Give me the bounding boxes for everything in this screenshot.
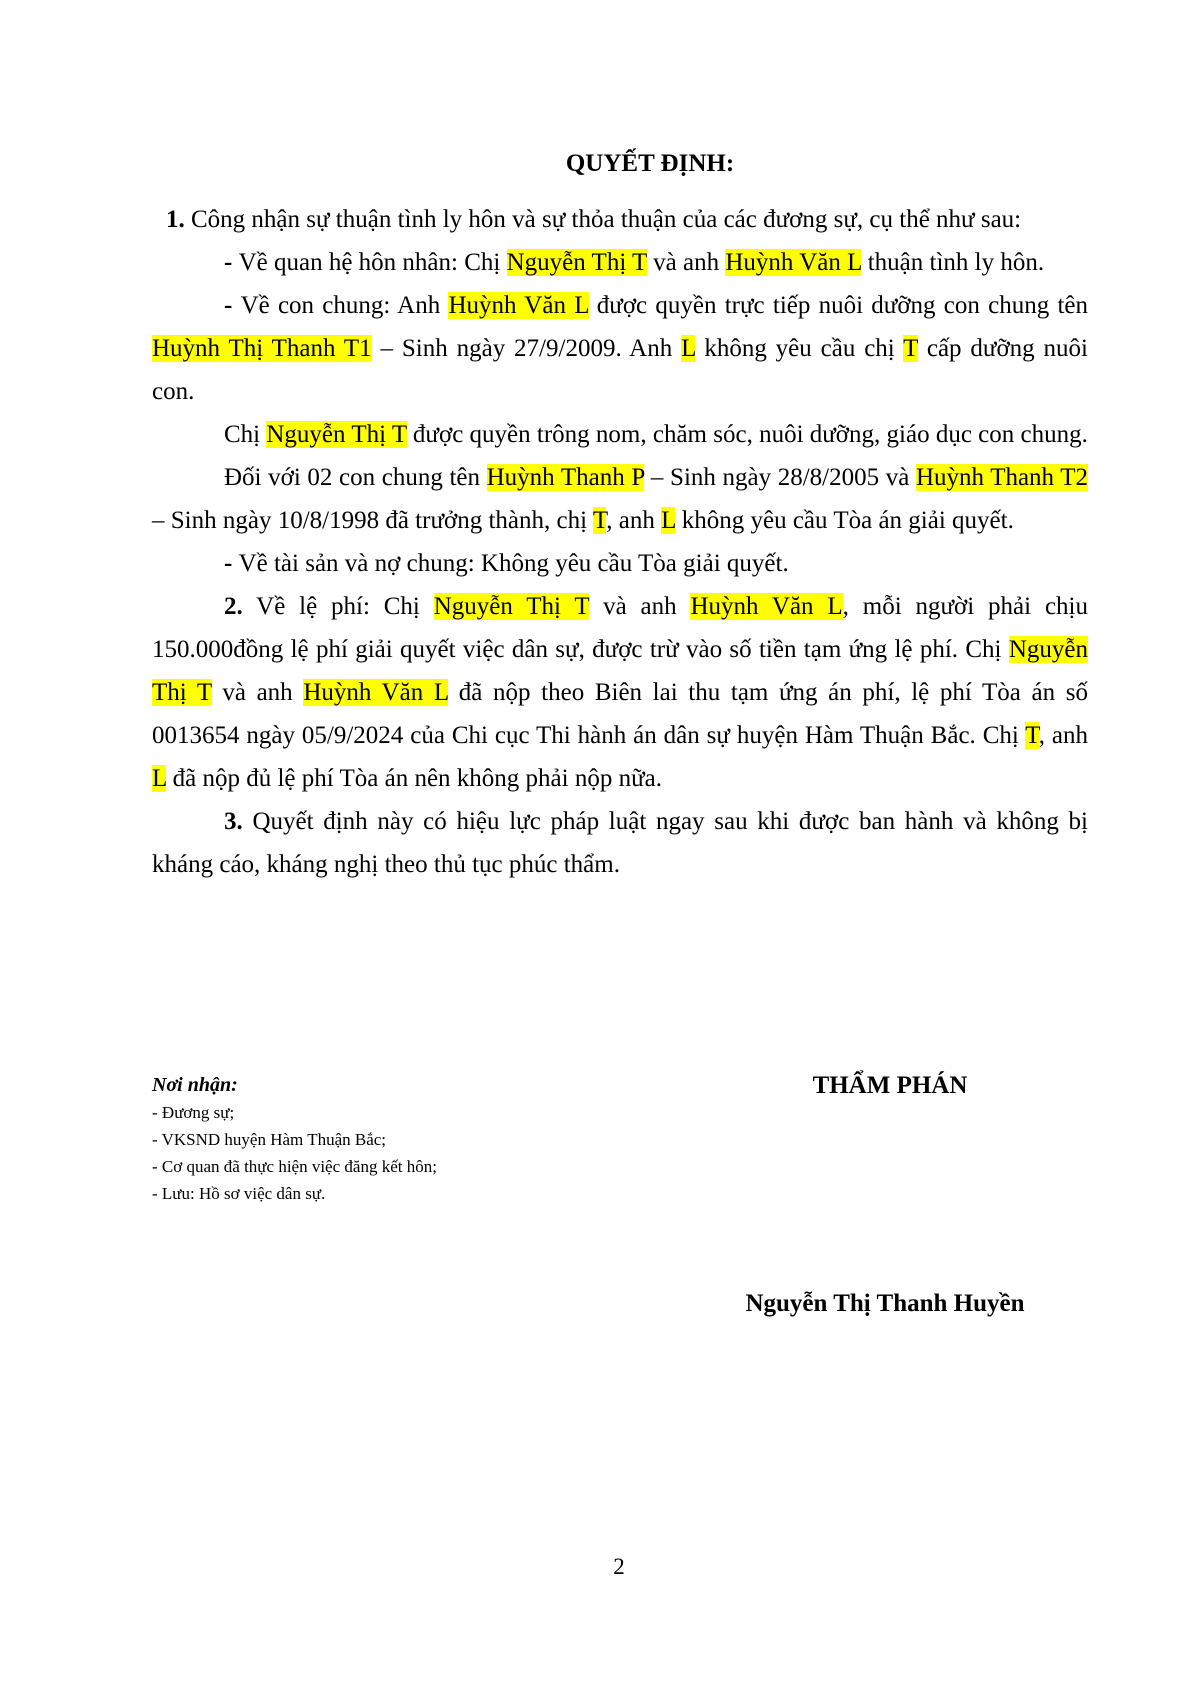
highlighted-name: Nguyễn Thị T xyxy=(433,593,590,620)
highlighted-name: Huỳnh Văn L xyxy=(448,292,589,319)
recipients-heading: Nơi nhận: xyxy=(152,1074,238,1096)
highlighted-name: L xyxy=(661,507,676,534)
clause-2-fees: 2. Về lệ phí: Chị Nguyễn Thị T và anh Huỳnh Văn L, mỗi người phải chịu 150.000đồng lệ phí giải quyết việc dân sự, được trừ vào số tiền tạm ứng lệ phí. Chị Nguyễn Thị T và anh Huỳnh Văn L đã nộp theo Biên lai thu tạm ứng án phí, lệ phí Tòa án số 0013654 ngày 05/9/2024 của Chi cục Thi hành án dân sự huyện Hàm Thuận Bắc. Chị T, anh L đã nộp đủ lệ phí Tòa án nên không phải nộp nữa. xyxy=(152,593,1088,792)
highlighted-name: Huỳnh Thanh P xyxy=(486,464,645,491)
adult-children: Đối với 02 con chung tên Huỳnh Thanh P – Sinh ngày 28/8/2005 và Huỳnh Thanh T2 – Sinh ngày 10/8/1998 đã trưởng thành, chị T, anh L không yêu cầu Tòa án giải quyết. xyxy=(152,464,1088,534)
child-custody: - Về con chung: Anh Huỳnh Văn L được quyền trực tiếp nuôi dưỡng con chung tên Huỳnh Thị Thanh T1 – Sinh ngày 27/9/2009. Anh L không yêu cầu chị T cấp dưỡng nuôi con. xyxy=(152,292,1088,405)
clause-number: 3. xyxy=(224,808,243,835)
recipient-item: - Cơ quan đã thực hiện việc đăng kết hôn; xyxy=(152,1157,437,1176)
visitation-rights: Chị Nguyễn Thị T được quyền trông nom, chăm sóc, nuôi dưỡng, giáo dục con chung. xyxy=(224,421,1088,448)
highlighted-name: Nguyễn Thị T xyxy=(506,249,647,276)
recipient-item: - Lưu: Hồ sơ việc dân sự. xyxy=(152,1184,326,1203)
page-number: 2 xyxy=(613,1554,625,1579)
judge-title: THẨM PHÁN xyxy=(812,1072,968,1099)
decision-body xyxy=(152,198,1088,886)
highlighted-name: Huỳnh Văn L xyxy=(725,249,862,276)
highlighted-name: Huỳnh Thị Thanh T1 xyxy=(152,335,372,362)
highlighted-name: Nguyễn Thị T xyxy=(152,636,1088,706)
highlighted-name: Huỳnh Văn L xyxy=(690,593,843,620)
clause-number: 2. xyxy=(224,593,243,620)
highlighted-name: Nguyễn Thị T xyxy=(266,421,407,448)
highlighted-name: T xyxy=(1025,722,1039,749)
property-debts: - Về tài sản và nợ chung: Không yêu cầu Tòa giải quyết. xyxy=(224,550,789,577)
recipient-item: - Đương sự; xyxy=(152,1103,235,1122)
decision-title: QUYẾT ĐỊNH: xyxy=(565,150,735,177)
highlighted-name: T xyxy=(592,507,607,534)
highlighted-name: L xyxy=(681,335,696,362)
recipient-item: - VKSND huyện Hàm Thuận Bắc; xyxy=(152,1130,387,1149)
highlighted-name: Huỳnh Văn L xyxy=(303,679,449,706)
clause-3-effect: 3. Quyết định này có hiệu lực pháp luật ngay sau khi được ban hành và không bị kháng cáo, kháng nghị theo thủ tục phúc thẩm. xyxy=(152,808,1088,878)
highlighted-name: Huỳnh Thanh T2 xyxy=(915,464,1088,491)
highlighted-name: T xyxy=(903,335,918,362)
recipients-list xyxy=(152,1072,437,1207)
marriage-relation: - Về quan hệ hôn nhân: Chị Nguyễn Thị T và anh Huỳnh Văn L thuận tình ly hôn. xyxy=(224,249,1045,276)
clause-1: 1. Công nhận sự thuận tình ly hôn và sự thỏa thuận của các đương sự, cụ thể như sau: xyxy=(166,206,1022,233)
clause-number: 1. xyxy=(166,206,185,233)
highlighted-name: L xyxy=(152,765,167,792)
judge-name: Nguyễn Thị Thanh Huyền xyxy=(745,1290,1025,1317)
